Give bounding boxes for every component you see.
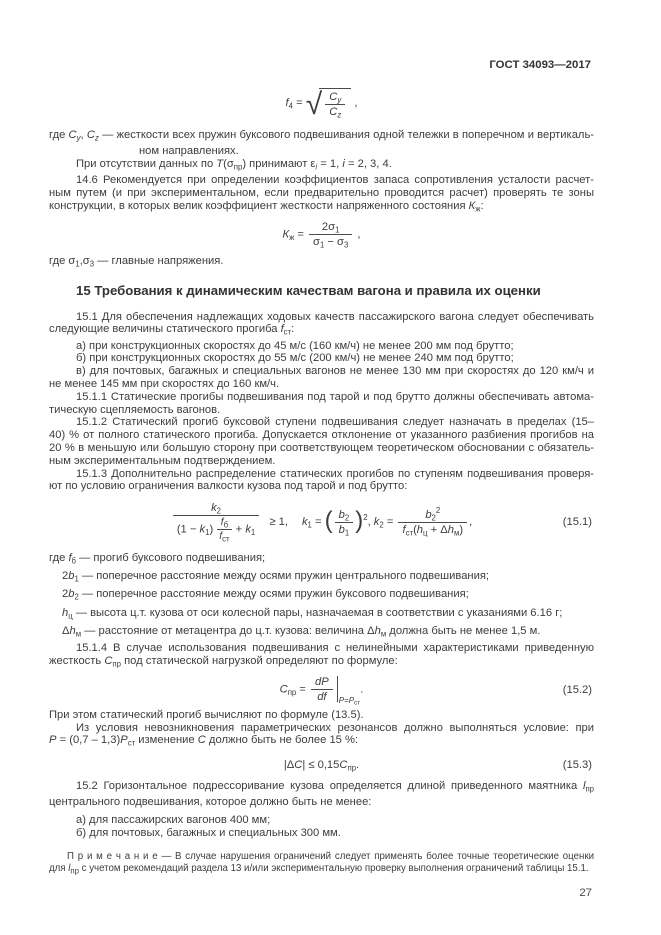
text-line: При этом статический прогиб вычисляют по формуле (13.5). (49, 708, 364, 721)
text-line: 15.1.3 Дополнительно распределение статических прогибов по ступеням подвешивания проверя- (76, 467, 594, 480)
formula-tail: . (360, 683, 364, 696)
text-line: следующие величины статического прогиба $f_{ст}$: (49, 323, 295, 337)
text-line: б) для почтовых, багажных и специальных 300 мм. (76, 826, 341, 839)
text-line: П р и м е ч а н и е — В случае нарушения ограничений следует применять более точные теоретические оценки (67, 851, 594, 863)
formula-tail: . (356, 758, 360, 771)
formula-f4 (49, 88, 594, 121)
formula-sub: 4 (288, 101, 293, 111)
formula-kzh (49, 221, 594, 248)
equation-15-2 (49, 675, 594, 707)
fraction: $\frac{2\sigma_1}{\sigma_1 - \sigma_3}$ (309, 221, 352, 248)
text-line: б) при конструкционных скоростях до 55 м/с (200 км/ч) не менее 240 мм под брутто; (76, 352, 514, 365)
text-line: 15.1 Для обеспечения надлежащих ходовых качеств пассажирского вагона следует обеспечивать (76, 310, 594, 323)
equals-sign: = (296, 683, 310, 696)
text-line: в) для почтовых, багажных и специальных вагонов не менее 130 мм при скоростях до 120 км/ч и (76, 365, 594, 378)
text-line: тическую сцепляемость вагонов. (49, 403, 221, 416)
big-paren-close: ) (355, 507, 364, 535)
text-line: 14.6 Рекомендуется при определении коэффициентов запаса сопротивления усталости расчет- (76, 174, 594, 187)
text-line: При отсутствии данных по $Т(\sigma_{пр})$ принимают $\varepsilon_i = 1$, i = 2, 3, 4. (76, 158, 392, 172)
radical-icon: √ (305, 88, 323, 121)
formula-sub: пр (287, 687, 297, 697)
text-line: для $l_{пр}$ с учетом рекомендаций раздела 13 и/или экспериментальную проверку выполнения ограничений таблицы 15.1. (49, 863, 589, 876)
text-line: 15.1.4 В случае использования подвешивания с нелинейными характеристиками приведенную (76, 641, 594, 654)
note-block (49, 851, 594, 878)
equation-number: (15.1) (562, 516, 592, 529)
fraction: $\frac{dP}{df}$ (311, 676, 333, 703)
formula-var: С (279, 683, 288, 696)
page-number: 27 (579, 887, 592, 900)
formula-tail: , (354, 228, 361, 241)
equation-15-1: $k_2$ $(1 - k_1)$ $f_б$ $f_{ст}$ + $k_1$ ≥ 1, $k_1$ = ( $\frac{b_2}{b_1}$ )$^2$, $k_2$ = $b_2^2$ $f_{ст}(h_ц + \Delta h_м)$ , (15.1) (49, 502, 594, 542)
fraction: $b_2^2$ $f_{ст}(h_ц + \Delta h_м)$ (398, 509, 467, 536)
text-line: центрального подвешивания, которое должно быть не менее: (49, 795, 372, 808)
text-line: 15.1.2 Статический прогиб буксовой ступени подвешивания следует назначать в пределах (15– (76, 416, 594, 429)
nested-fraction: $f_б$ $f_{ст}$ (219, 517, 230, 544)
formula-var: f (285, 96, 289, 109)
text-line: $2b_2$ — поперечное расстояние между осями пружин буксового подвешивания; (62, 588, 469, 602)
document-header: ГОСТ 34093—2017 (489, 59, 591, 71)
text-line: а) при конструкционных скоростях до 45 м/с (160 км/ч) не менее 200 мм под брутто; (76, 339, 514, 352)
formula-sub: ж (289, 233, 295, 243)
text-line: 15.2 Горизонтальное подрессоривание кузова определяется длиной приведенного маятника $l_{пр}$ (76, 779, 594, 794)
equals-sign: = (294, 228, 308, 241)
fraction: $k_2$ $(1 - k_1)$ $f_б$ $f_{ст}$ + $k_1$ (173, 502, 259, 542)
text-line: где $\sigma_1,\sigma_3$ — главные напряжения. (49, 255, 224, 269)
formula-var: К (282, 228, 290, 241)
fraction: $\frac{C_y}{C_z}$ (325, 91, 345, 118)
formula-tail: , (351, 96, 358, 109)
equation-15-3: $|\Delta С| \le 0,15С_{пр}$. (15.3) (283, 758, 592, 773)
section-15-1-text (49, 311, 594, 494)
equation-number: (15.3) (562, 758, 592, 771)
page-content (49, 59, 594, 899)
text-line: жесткость $С_{пр}$ под статической нагрузкой определяют по формуле: (49, 654, 398, 668)
section-15-1-4-conditions (49, 709, 594, 751)
text-line: где $f_б$ — прогиб буксового подвешивания; (49, 552, 266, 566)
formula-tail: , (469, 516, 473, 529)
big-paren-open: ( (324, 507, 333, 535)
text-line: 20 % в меньшую или большую сторону при соответствующем теоретическом обосновании с обязатель- (49, 442, 594, 455)
section-15-1-4-text (49, 642, 594, 671)
text-line: ном направлениях. (139, 145, 239, 158)
equals-sign: = (293, 96, 306, 109)
text-line: $2b_1$ — поперечное расстояние между осями пружин центрального подвешивания; (62, 570, 490, 584)
symbols-definition-list (49, 551, 594, 641)
text-line: ным путем (и при экспериментальном, если предварительно проводится расчет) проверять те зоны (49, 187, 594, 200)
text-line: Из условия невозникновения параметрических резонансов должно выполняться условие: при (76, 721, 594, 734)
section-15-heading: 15 Требования к динамическим качествам вагона и правила их оценки (76, 282, 541, 298)
text-line: $h_ц$ — высота ц.т. кузова от оси колесной пары, назначаемая в соответствии с указаниями 6.16 г; (62, 606, 563, 621)
text-line: где $C_y$, $C_z$ — жесткости всех пружин буксового подвешивания одной тележки в поперечном и вертикаль- (49, 129, 595, 143)
text-line: 15.1.1 Статические прогибы подвешивания под тарой и под брутто должны обеспечивать автома- (76, 390, 594, 403)
text-line: $Р = (0,7 - 1,3)Р_{ст}$ изменение С должно быть не более 15 %: (49, 734, 359, 748)
text-line: 40) % от полного статического прогиба. Допускается отклонение от указанного разбиения прогибов на (49, 429, 594, 442)
bar-subscript: Р=Рст (338, 696, 361, 707)
inequality: ≥ 1, (269, 516, 288, 529)
fraction: $\frac{b_2}{b_1}$ (335, 509, 354, 536)
text-line: а) для пассажирских вагонов 400 мм; (76, 813, 271, 826)
text-line: конструкции, в которых велик коэффициент жесткости напряженного состояния $К_ж$: (49, 199, 484, 214)
vinculum (319, 88, 351, 118)
evaluation-bar (337, 676, 338, 702)
text-line: $\Delta h_м$ — расстояние от метацентра до ц.т. кузова: величина $\Delta h_м$ должна быть не менее 1,5 м. (62, 624, 541, 639)
equation-number: (15.2) (562, 683, 592, 696)
square-root (305, 88, 351, 121)
text-line: ют по условию ограничения валкости кузова под тарой и под брутто: (49, 480, 408, 493)
section-14-text (49, 129, 594, 216)
section-15-2-text (49, 780, 594, 840)
section-14-where (49, 255, 594, 271)
text-line: ным экспериментальным подтверждением. (49, 454, 276, 467)
text-line: не менее 145 мм при скоростях до 160 км/ч. (49, 378, 280, 391)
